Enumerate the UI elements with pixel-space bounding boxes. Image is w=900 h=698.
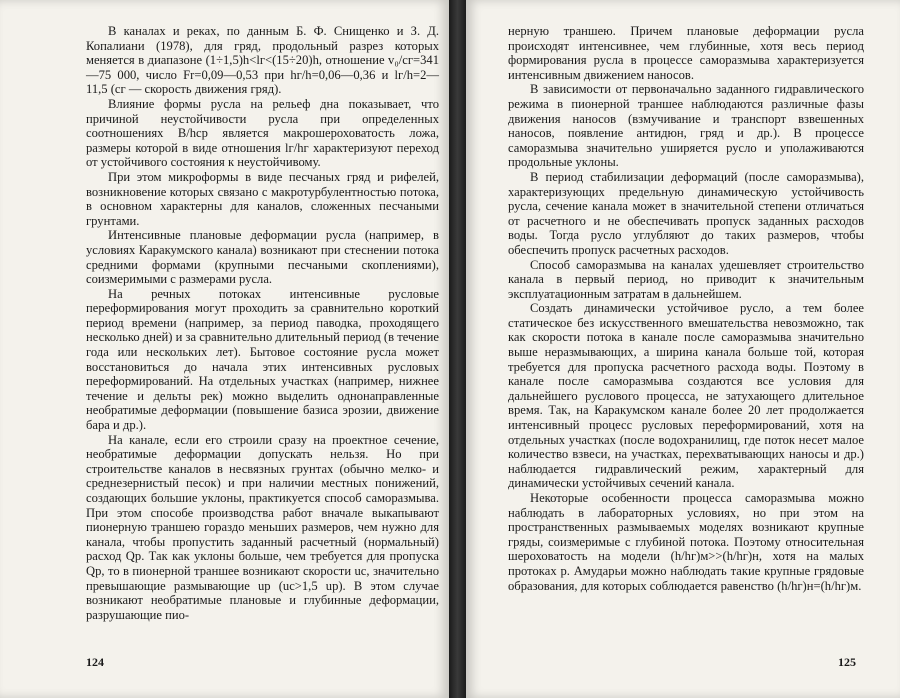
left-page	[0, 0, 449, 698]
book-gutter	[449, 0, 466, 698]
paragraph: На канале, если его строили сразу на проектное сечение, необратимые деформации допускать нельзя. Но при строительстве каналов в несвязных грунтах (обычно мелко- и среднезернистый песок) и при наличии местных понижений, создающих большие уклоны, практикуется способ саморазмыва. При этом способе производства работ вначале выкапывают пионерную траншею гораздо меньших размеров, чем нужно для канала, чтобы пропустить заданный расчетный (нормальный) расход Qр. Так как уклоны больше, чем требуется для пропуска Qр, то в пионерной траншее возникают скорости uс, значительно превышающие размывающие uр (uс>1,5 uр). В этом случае возникают необратимые плановые и глубинные деформации, разрушающие пио-	[86, 432, 439, 622]
left-page-text	[86, 24, 439, 622]
page-number: 124	[86, 655, 104, 669]
paragraph: Создать динамически устойчивое русло, а тем более статическое без искусственного вмешательства невозможно, так как скорости потока в канале после саморазмыва значительно выше неразмывающих, а ширина канала больше той, которая требуется для пропуска расчетного расхода воды. Поэтому в канале после саморазмыва создаются все условия для дальнейшего руслового процесса, не затухающего длительное время. Так, на Каракумском канале более 20 лет продолжается интенсивный процесс русловых переформирований, хотя на отдельных участках (после водохранилищ, где поток несет малое количество взвеси, на участках, перехватывающих наносы и др.) наблюдается гидравлический режим, характерный для динамически устойчивых сечений канала.	[508, 301, 864, 491]
page-number: 125	[838, 655, 856, 669]
paragraph: Интенсивные плановые деформации русла (например, в условиях Каракумского канала) возникают при стеснении потока средними формами (крупными песчаными скоплениями), соизмеримыми с размерами русла.	[86, 228, 439, 287]
paragraph: В период стабилизации деформаций (после саморазмыва), характеризующих предельную динамическую устойчивость русла, сечение канала может в значительной степени отличаться от расчетного и не обеспечивать пропуск заданных расходов воды. Тогда русло углубляют до таких размеров, чтобы обеспечить пропуск расчетных расходов.	[508, 169, 864, 257]
right-page	[466, 0, 900, 698]
right-page-text	[508, 24, 864, 593]
paragraph: Влияние формы русла на рельеф дна показывает, что причиной неустойчивости русла при определенных соотношениях B/hср является макрошероховатость ложа, размеры которой в виде отношения lг/hг характеризуют переход от устойчивого состояния к неустойчивому.	[86, 96, 439, 170]
paragraph: В каналах и реках, по данным Б. Ф. Снищенко и З. Д. Копалиани (1978), для гряд, продольный разрез которых меняется в диапазоне (1÷1,5)h<lг<(15÷20)h, отношение v₀/cг=341—75 000, число Fr=0,09—0,53 при hг/h=0,06—0,36 и lг/h=2—11,5 (cг — скорость движения гряд).	[86, 24, 439, 97]
paragraph: Способ саморазмыва на каналах удешевляет строительство канала в первый период, но приводит к значительным эксплуатационным затратам в дальнейшем.	[508, 257, 864, 301]
paragraph: Некоторые особенности процесса саморазмыва можно наблюдать в лабораторных условиях, но при этом на пространственных размываемых моделях возникают крупные гряды, соизмеримые с глубиной потока. Поэтому относительная шероховатость на модели (h/hг)м>>(h/hг)н, хотя на малых протоках р. Амударьи можно наблюдать такие крупные грядовые образования, для которых соблюдается равенство (h/hг)н=(h/hг)м.	[508, 491, 864, 593]
paragraph: При этом микроформы в виде песчаных гряд и рифелей, возникновение которых связано с макротурбулентностью потока, в основном характерны для каналов, сложенных песчаными грунтами.	[86, 169, 439, 228]
paragraph: В зависимости от первоначально заданного гидравлического режима в пионерной траншее наблюдаются различные фазы движения наносов (взмучивание и транспорт взвешенных наносов, появление антидюн, гряд и др.). В процессе саморазмыва значительно уширяется русло и уполаживаются продольные уклоны.	[508, 82, 864, 170]
paragraph: На речных потоках интенсивные русловые переформирования могут проходить за сравнительно короткий период времени (например, за период паводка, проходящего несколько дней) и за сравнительно длительный период (в течение года или нескольких лет). Бытовое состояние русла может восстановиться до начала этих интенсивных русловых переформирований. На отдельных участках (например, нижнее течение и дельты рек) можно выделить однонаправленные необратимые деформации (повышение базиса эрозии, движение бара и др.).	[86, 286, 439, 433]
paragraph: нерную траншею. Причем плановые деформации русла происходят интенсивнее, чем глубинные, хотя весь период формирования русла в процессе саморазмыва характеризуется интенсивным движением наносов.	[508, 24, 864, 82]
